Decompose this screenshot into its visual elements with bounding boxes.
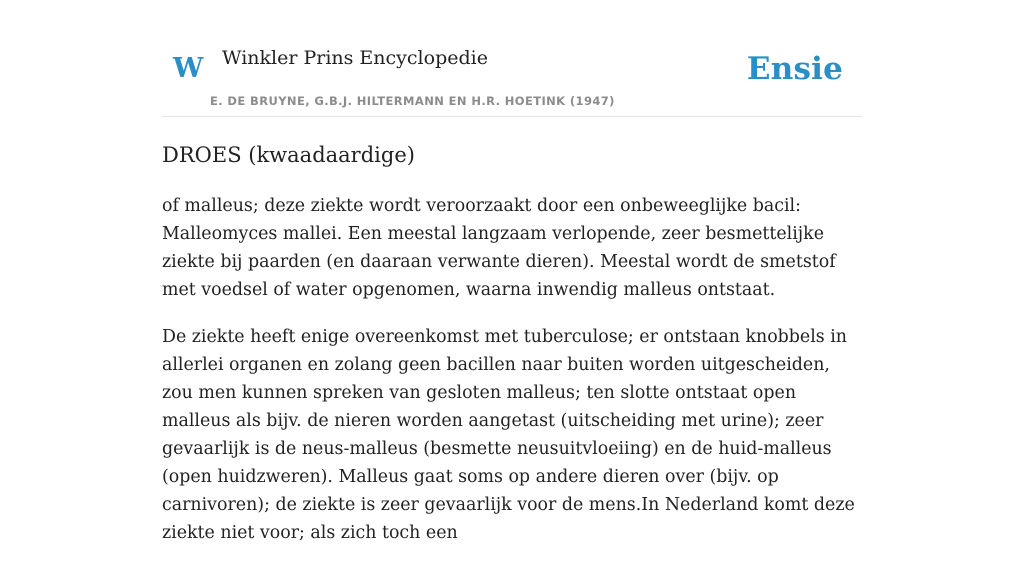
entry-paragraph: De ziekte heeft enige overeenkomst met tuberculose; er ontstaan knobbels in allerlei organen en zolang geen bacillen naar buiten worden uitgescheiden, zou men kunnen spreken van gesloten malleus; ten slotte ontstaat open malleus als bijv. de nieren worden aangetast (uitscheiding met urine); zeer gevaarlijk is de neus-malleus (besmette neusuitvloeiing) en de huid-malleus (open huidzweren). Malleus gaat soms op andere dieren over (bijv. op carnivoren); de ziekte is zeer gevaarlijk voor de mens.In Nederland komt deze ziekte niet voor; als zich toch een (162, 327, 855, 543)
winkler-prins-logo[interactable]: W (173, 53, 204, 84)
source-title[interactable]: Winkler Prins Encyclopedie (222, 47, 488, 69)
entry-title: DROES (kwaadaardige) (162, 143, 415, 167)
ensie-logo[interactable]: Ensie (746, 51, 843, 87)
entry-paragraph: of malleus; deze ziekte wordt veroorzaakt door een onbeweeglijke bacil: Malleomyces mallei. Een meestal langzaam verlopende, zeer besmettelijke ziekte bij paarden (en daaraan verwante dieren). Meestal wordt de smetstof met voedsel of water opgenomen, waarna inwendig malleus ontstaat. (162, 196, 836, 300)
source-header (162, 0, 862, 117)
source-authors: E. DE BRUYNE, G.B.J. HILTERMANN EN H.R. HOETINK (1947) (210, 94, 615, 108)
article-page (162, 0, 862, 543)
entry-body (162, 192, 862, 566)
